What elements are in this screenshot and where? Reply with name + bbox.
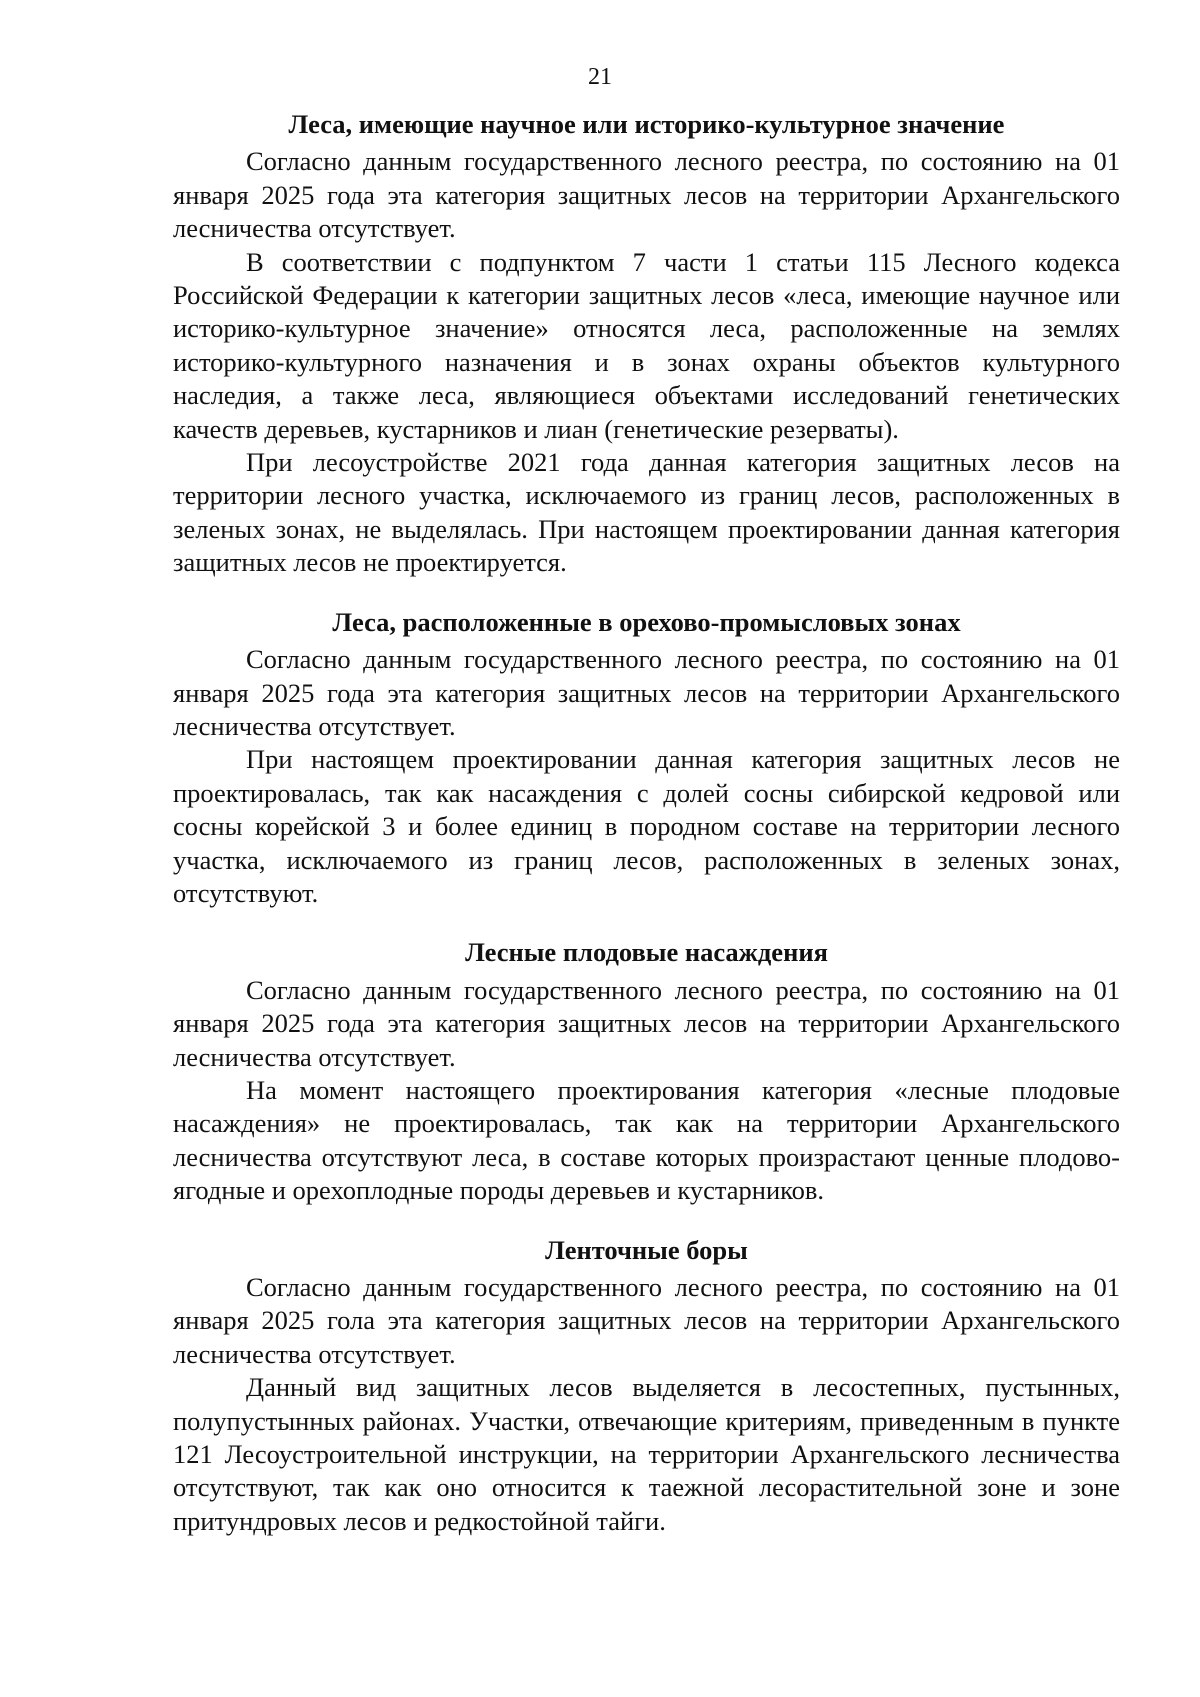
paragraph: Согласно данным государственного лесного реестра, по состоянию на 01 января 2025 гола эта категория защитных лесов на территории Архангельского лесничества отсутствует.	[173, 1272, 1120, 1369]
section-nut-harvesting-zones	[173, 606, 1120, 911]
paragraph: Согласно данным государственного лесного реестра, по состоянию на 01 января 2025 года эта категория защитных лесов на территории Архангельского лесничества отсутствует.	[173, 974, 1120, 1072]
paragraph: Согласно данным государственного лесного реестра, по состоянию на 01 января 2025 года эта категория защитных лесов на территории Архангельского лесничества отсутствует.	[173, 644, 1120, 741]
paragraph: На момент настоящего проектирования категория «лесные плодовые насаждения» не проектировалась, так как на территории Архангельского лесничества отсутствуют леса, в составе которых произрастают ценные плодово-ягодные и орехоплодные породы деревьев и кустарников.	[173, 1074, 1120, 1206]
paragraph: При настоящем проектировании данная категория защитных лесов не проектировалась, так как насаждения с долей сосны сибирской кедровой или сосны корейской 3 и более единиц в породном составе на территории лесного участка, исключаемого из границ лесов, расположенных в зеленых зонах, отсутствуют.	[173, 744, 1120, 908]
section-scientific-historical-forests	[173, 108, 1120, 580]
section-fruit-plantations	[173, 936, 1120, 1207]
paragraph: Согласно данным государственного лесного реестра, по состоянию на 01 января 2025 года эта категория защитных лесов на территории Архангельского лесничества отсутствует.	[173, 146, 1120, 244]
section-title: Леса, имеющие научное или историко-культурное значение	[288, 109, 1005, 139]
page-content	[173, 108, 1120, 1538]
section-title: Лесные плодовые насаждения	[465, 937, 828, 968]
section-ribbon-pine-forests	[173, 1234, 1120, 1539]
paragraph: Данный вид защитных лесов выделяется в лесостепных, пустынных, полупустынных районах. Участки, отвечающие критериям, приведенным в пункте 121 Лесоустроительной инструкции, на территории Архангельского лесничества отсутствуют, так как оно относится к таежной лесорастительной зоне и зоне притундровых лесов и редкостойной тайги.	[173, 1372, 1120, 1536]
paragraph: При лесоустройстве 2021 года данная категория защитных лесов на территории лесного участка, исключаемого из границ лесов, расположенных в зеленых зонах, не выделялась. При настоящем проектировании данная категория защитных лесов не проектируется.	[173, 447, 1120, 578]
paragraph: В соответствии с подпунктом 7 части 1 статьи 115 Лесного кодекса Российской Федерации к категории защитных лесов «леса, имеющие научное или историко-культурное значение» относятся леса, расположенные на землях историко-культурного назначения и в зонах охраны объектов культурного наследия, а также леса, являющиеся объектами исследований генетических качеств деревьев, кустарников и лиан (генетические резерваты).	[173, 246, 1120, 444]
section-title: Леса, расположенные в орехово-промысловых зонах	[332, 606, 961, 637]
page-number: 21	[588, 64, 612, 90]
section-title: Ленточные боры	[545, 1234, 748, 1265]
